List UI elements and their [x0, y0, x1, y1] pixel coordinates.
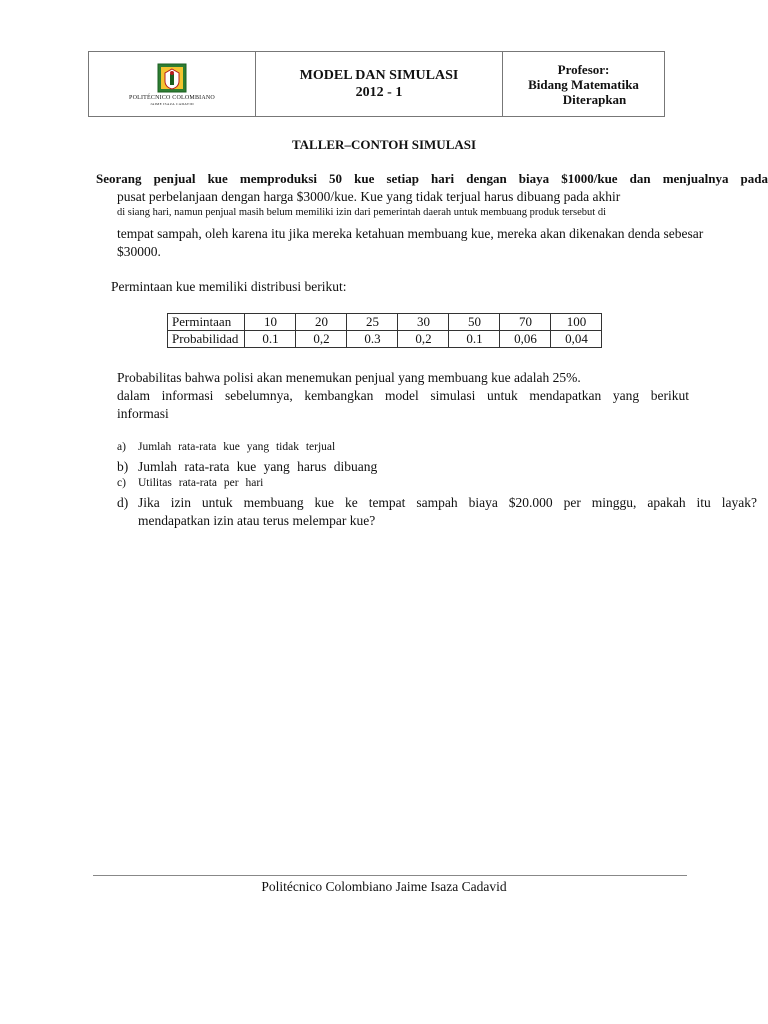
- document-header: [88, 51, 665, 117]
- table-row-demand: [168, 314, 602, 331]
- logo-cell: [89, 52, 256, 117]
- problem-lead: Seorang penjual kue memproduksi 50 kue setiap hari dengan biaya $1000/kue dan menjualnya pada: [96, 171, 768, 186]
- institution-subcaption: JAIME ISAZA CADAVID: [150, 101, 194, 106]
- footer-divider: [93, 875, 687, 876]
- notes-line-1: Probabilitas bahwa polisi akan menemukan penjual yang membuang kue adalah 25%.: [117, 370, 581, 385]
- distribution-table: [167, 313, 602, 348]
- probability-cell: 0.1: [245, 331, 296, 348]
- document-title: TALLER–CONTOH SIMULASI: [291, 137, 477, 152]
- notes-line-3: informasi: [117, 406, 169, 421]
- professor-label: Profesor:: [557, 61, 610, 77]
- question-a-label: a): [117, 441, 126, 453]
- probability-cell: 0,2: [296, 331, 347, 348]
- question-a: [117, 441, 335, 453]
- footer-text: Politécnico Colombiano Jaime Isaza Cadavid: [261, 879, 507, 894]
- course-title: MODEL DAN SIMULASI: [299, 68, 459, 83]
- demand-cell: 100: [551, 314, 602, 331]
- demand-cell: 50: [449, 314, 500, 331]
- demand-cell: 70: [500, 314, 551, 331]
- probability-cell: 0.3: [347, 331, 398, 348]
- problem-line-3: tempat sampah, oleh karena itu jika mereka ketahuan membuang kue, mereka akan dikenakan denda sebesar: [117, 226, 704, 241]
- question-c: [117, 477, 263, 489]
- demand-cell: 25: [347, 314, 398, 331]
- question-d-text: Jika izin untuk membuang kue ke tempat sampah biaya $20.000 per minggu, apakah itu layak?: [138, 495, 757, 510]
- question-b-text: Jumlah rata-rata kue yang harus dibuang: [138, 459, 378, 474]
- question-b: [117, 459, 377, 475]
- question-c-label: c): [117, 477, 126, 489]
- problem-line-2: di siang hari, namun penjual masih belum memiliki izin dari pemerintah daerah untuk membuang produk tersebut di: [117, 207, 607, 218]
- distribution-intro: Permintaan kue memiliki distribusi berikut:: [111, 279, 347, 294]
- question-d-label: d): [117, 495, 129, 510]
- question-a-text: Jumlah rata-rata kue yang tidak terjual: [138, 441, 336, 453]
- table-row-probability: [168, 331, 602, 348]
- question-d: [117, 495, 757, 511]
- question-b-label: b): [117, 459, 129, 474]
- problem-line-1: pusat perbelanjaan dengan harga $3000/kue. Kue yang tidak terjual harus dibuang pada akhir: [117, 189, 621, 204]
- probability-cell: 0,04: [551, 331, 602, 348]
- demand-cell: 10: [245, 314, 296, 331]
- professor-dept-line2: Diterapkan: [562, 91, 627, 107]
- demand-cell: 30: [398, 314, 449, 331]
- problem-line-4: $30000.: [117, 244, 161, 259]
- notes-line-2: dalam informasi sebelumnya, kembangkan model simulasi untuk mendapatkan yang berikut: [117, 388, 689, 403]
- shield-icon: [157, 63, 187, 93]
- demand-cell: 20: [296, 314, 347, 331]
- course-period: 2012 - 1: [355, 85, 403, 100]
- course-cell: [256, 52, 503, 117]
- row-header-probability: Probabilidad: [168, 331, 245, 348]
- row-header-demand: Permintaan: [168, 314, 245, 331]
- probability-cell: 0,06: [500, 331, 551, 348]
- question-d-continuation: mendapatkan izin atau terus melempar kue?: [138, 513, 376, 528]
- probability-cell: 0,2: [398, 331, 449, 348]
- institution-logo: [89, 63, 255, 106]
- question-c-text: Utilitas rata-rata per hari: [138, 477, 264, 489]
- professor-dept-line1: Bidang Matematika: [528, 76, 639, 92]
- probability-cell: 0.1: [449, 331, 500, 348]
- professor-cell: [503, 52, 665, 117]
- institution-caption: POLITÉCNICO COLOMBIANO: [129, 94, 215, 101]
